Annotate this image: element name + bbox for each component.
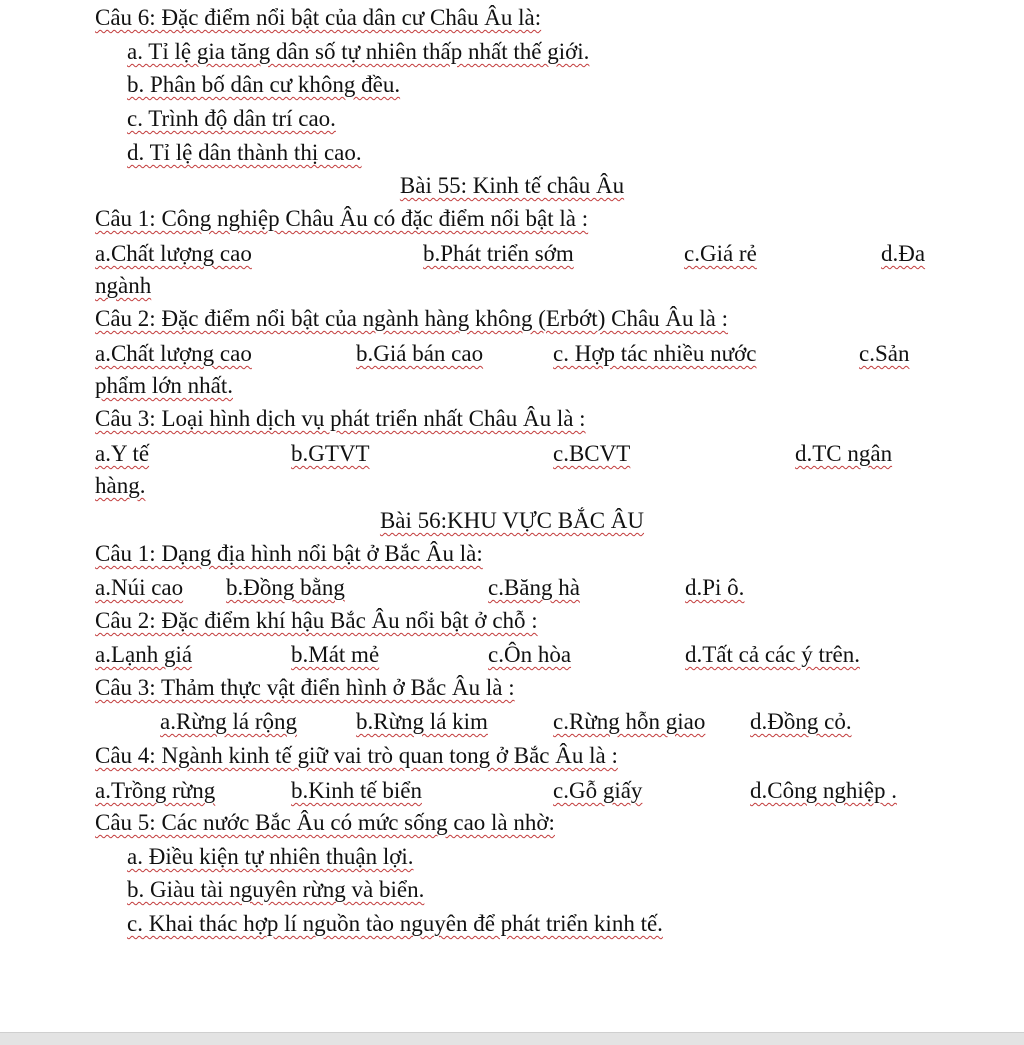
- b55-q1-option-b: b.Phát triển sớm: [423, 241, 574, 266]
- b56-q5-option-c: c. Khai thác hợp lí nguồn tào nguyên để phát triển kinh tế.: [127, 911, 663, 936]
- q6-option-c: c. Trình độ dân trí cao.: [127, 106, 336, 131]
- b55-q1-option-c: c.Giá rẻ: [684, 241, 757, 266]
- b56-q3-option-c: c.Rừng hỗn giao: [553, 709, 706, 734]
- b56-question-2-text: Câu 2: Đặc điểm khí hậu Bắc Âu nổi bật ở chỗ :: [95, 608, 538, 633]
- b56-q4-option-b: b.Kinh tế biển: [291, 778, 422, 803]
- b55-q2-option-b: b.Giá bán cao: [356, 341, 484, 366]
- b56-question-4-text: Câu 4: Ngành kinh tế giữ vai trò quan tong ở Bắc Âu là :: [95, 743, 618, 768]
- question-6-text: Câu 6: Đặc điểm nổi bật của dân cư Châu Âu là:: [95, 5, 542, 30]
- b55-q3-option-c: c.BCVT: [553, 441, 631, 466]
- lesson-56-title: Bài 56:KHU VỰC BẮC ÂU: [379, 508, 645, 533]
- lesson-55-title: Bài 55: Kinh tế châu Âu: [399, 173, 625, 198]
- b55-question-3-text: Câu 3: Loại hình dịch vụ phát triển nhất Châu Âu là :: [95, 406, 586, 431]
- b55-question-1-text: Câu 1: Công nghiệp Châu Âu có đặc điểm nổi bật là :: [95, 206, 589, 231]
- b56-q1-option-d: d.Pi ô.: [685, 575, 745, 600]
- b56-q2-option-d: d.Tất cả các ý trên.: [685, 642, 860, 667]
- b55-q3-option-d: d.TC ngân: [795, 441, 893, 466]
- b56-q2-option-c: c.Ôn hòa: [488, 642, 572, 667]
- b56-question-1-text: Câu 1: Dạng địa hình nổi bật ở Bắc Âu là:: [95, 541, 483, 566]
- b56-q1-option-c: c.Băng hà: [488, 575, 580, 600]
- b56-q4-option-c: c.Gỗ giấy: [553, 778, 643, 803]
- b55-q2-option-d: c.Sản: [859, 341, 910, 366]
- b55-q2-option-a: a.Chất lượng cao: [95, 341, 252, 366]
- b56-q4-option-d: d.Công nghiệp .: [750, 778, 897, 803]
- b56-q4-option-a: a.Trồng rừng: [95, 778, 216, 803]
- b55-q3-option-a: a.Y tế: [95, 441, 150, 466]
- b56-q3-option-b: b.Rừng lá kim: [356, 709, 488, 734]
- b55-q1-option-d: d.Đa: [881, 241, 926, 266]
- b55-q3-option-b: b.GTVT: [291, 441, 370, 466]
- b56-q3-option-a: a.Rừng lá rộng: [160, 709, 298, 734]
- b55-q1-option-d-wrap: ngành: [95, 273, 152, 298]
- q6-option-a: a. Tỉ lệ gia tăng dân số tự nhiên thấp nhất thế giới.: [127, 39, 590, 64]
- b55-q2-option-d-wrap: phẩm lớn nhất.: [95, 373, 233, 398]
- b55-q1-option-a: a.Chất lượng cao: [95, 241, 252, 266]
- horizontal-scrollbar[interactable]: [0, 1032, 1024, 1045]
- b56-q2-option-b: b.Mát mẻ: [291, 642, 380, 667]
- q6-option-b: b. Phân bố dân cư không đều.: [127, 72, 401, 97]
- b56-q5-option-a: a. Điều kiện tự nhiên thuận lợi.: [127, 844, 414, 869]
- b55-q2-option-c: c. Hợp tác nhiều nước: [553, 341, 757, 366]
- b56-q5-option-b: b. Giàu tài nguyên rừng và biển.: [127, 877, 425, 902]
- b56-q2-option-a: a.Lạnh giá: [95, 642, 193, 667]
- b55-q3-option-d-wrap: hàng.: [95, 473, 146, 498]
- b56-q1-option-a: a.Núi cao: [95, 575, 184, 600]
- q6-option-d: d. Tỉ lệ dân thành thị cao.: [127, 140, 362, 165]
- b56-q3-option-d: d.Đồng cỏ.: [750, 709, 852, 734]
- b56-question-5-text: Câu 5: Các nước Bắc Âu có mức sống cao là nhờ:: [95, 810, 555, 835]
- b56-question-3-text: Câu 3: Thảm thực vật điển hình ở Bắc Âu là :: [95, 675, 515, 700]
- b56-q1-option-b: b.Đồng bằng: [226, 575, 345, 600]
- b55-question-2-text: Câu 2: Đặc điểm nổi bật của ngành hàng không (Erbớt) Châu Âu là :: [95, 306, 729, 331]
